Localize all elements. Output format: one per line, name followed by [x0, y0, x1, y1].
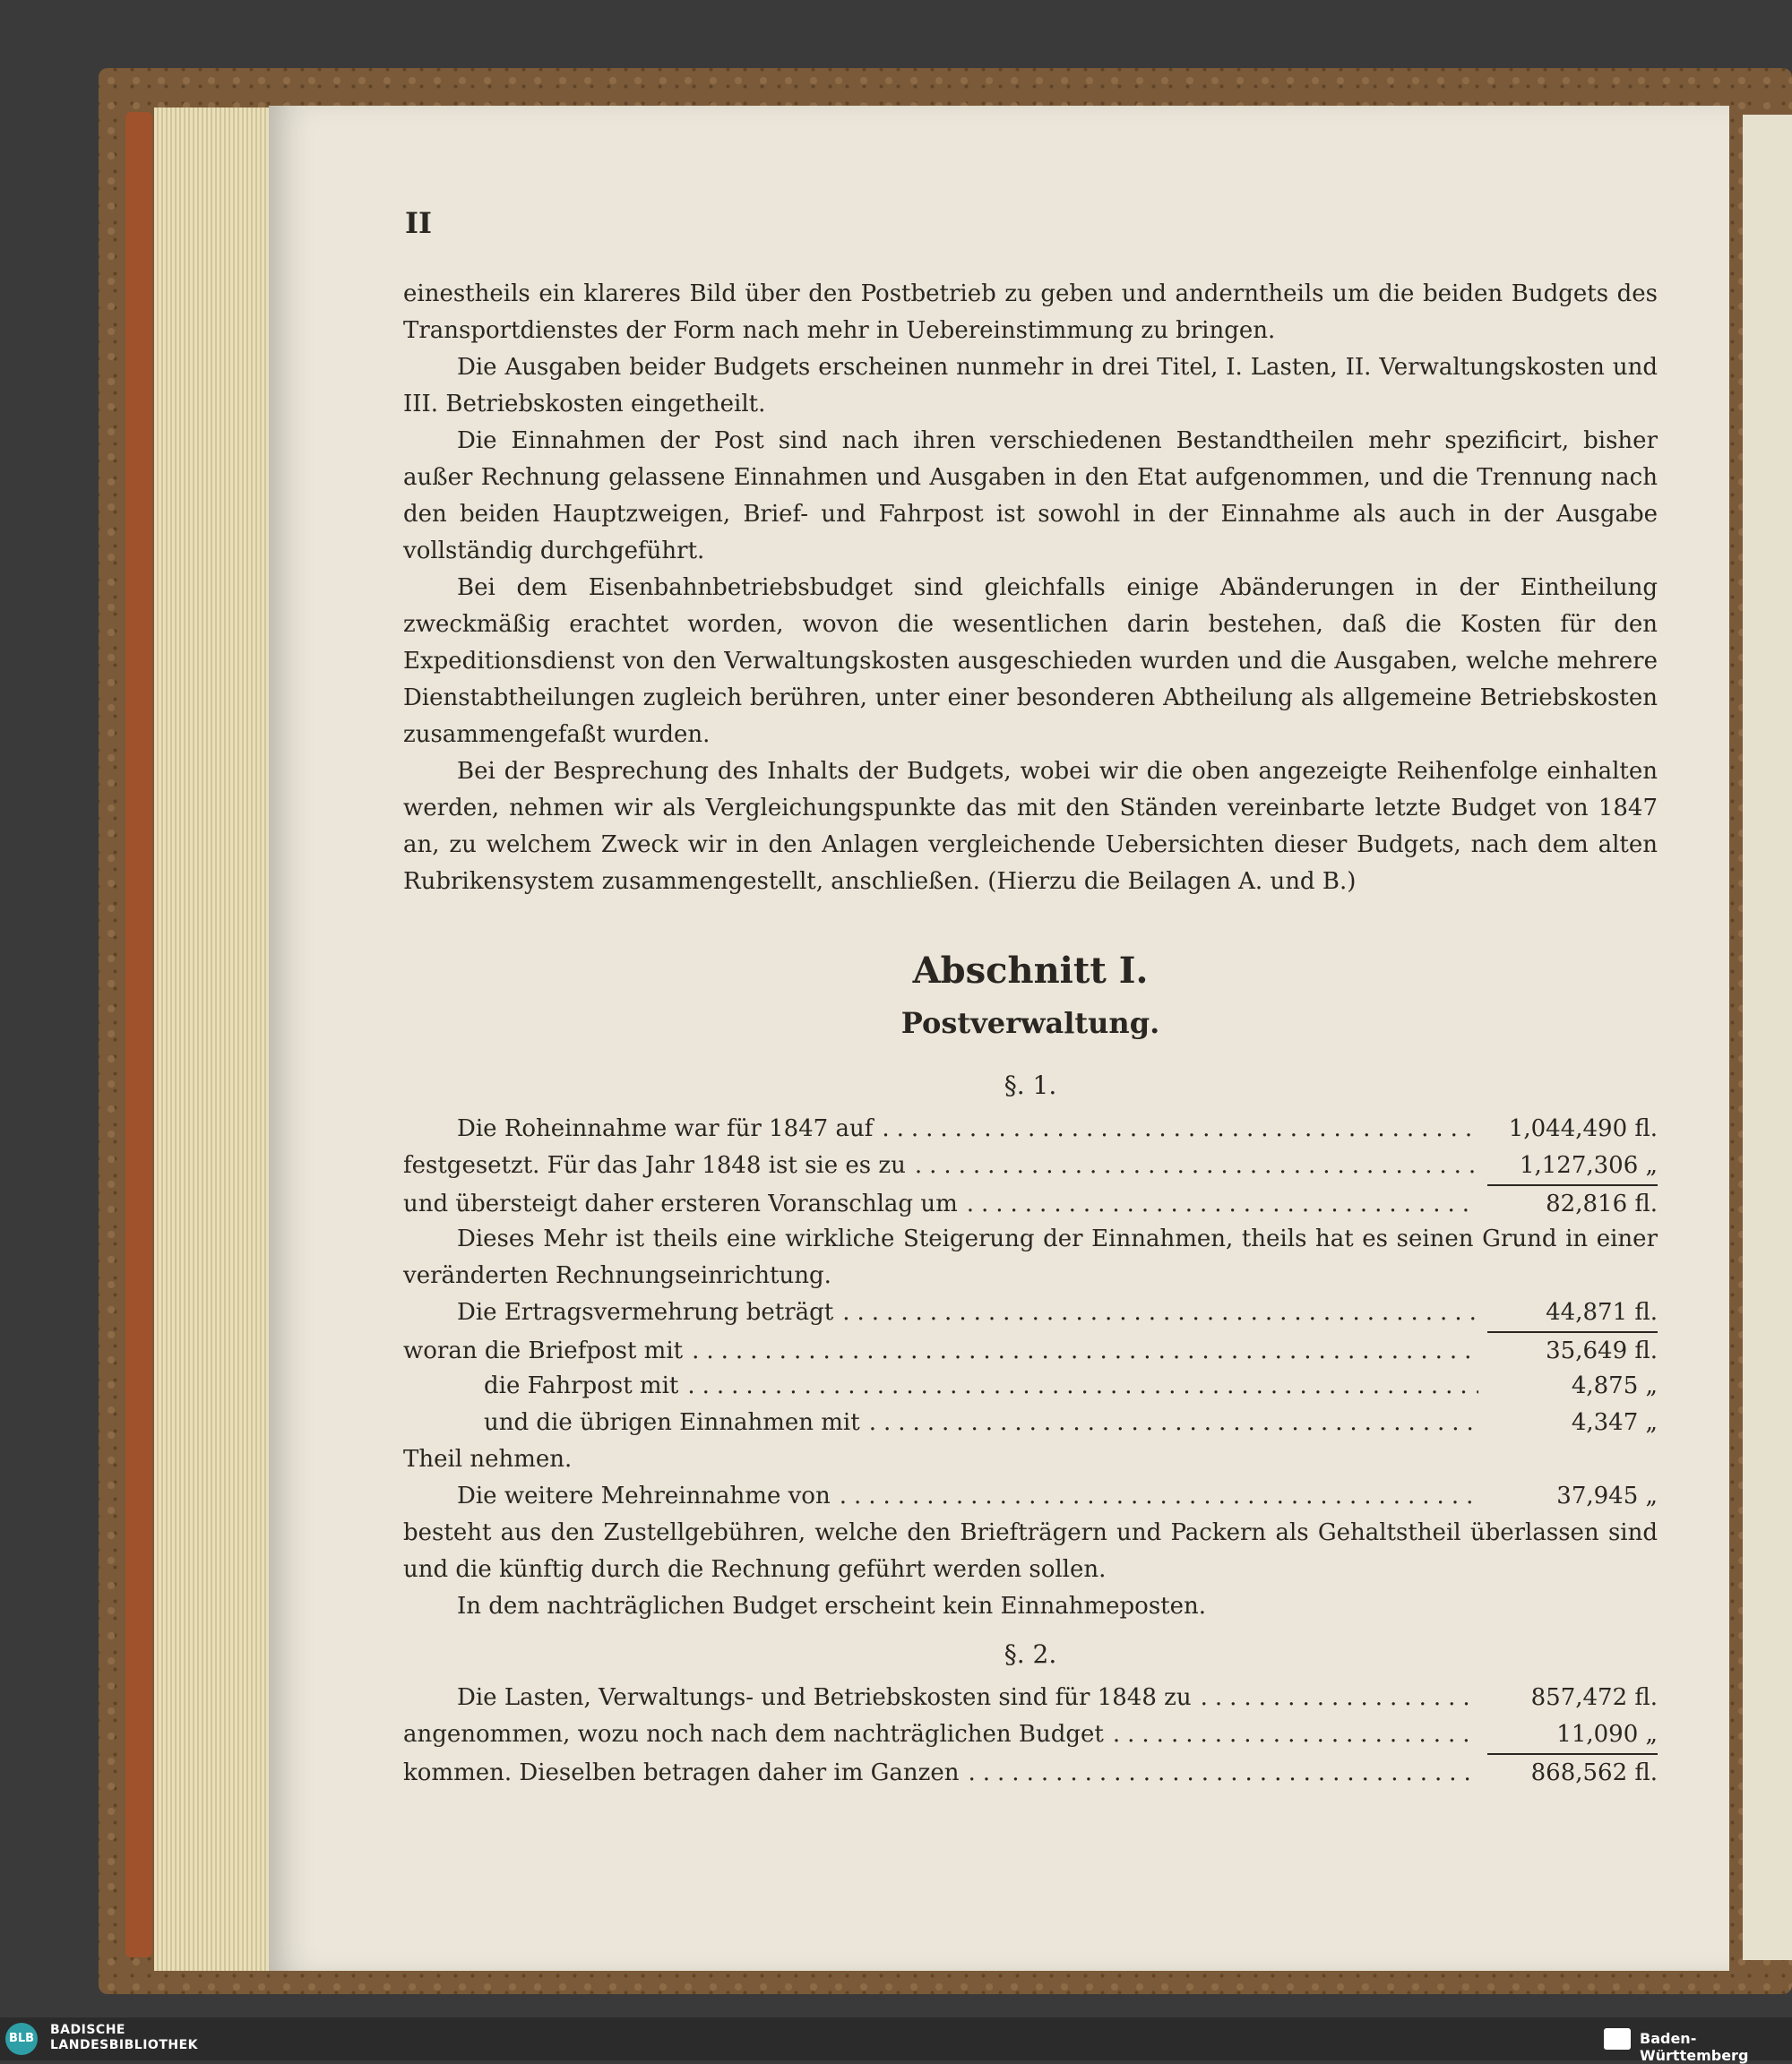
ledger-row	[403, 1478, 1658, 1515]
ledger-value: 4,347 „	[1571, 1409, 1658, 1436]
library-name-line1: BADISCHE	[50, 2023, 125, 2037]
page-text	[403, 276, 1658, 1790]
paragraph-mark-2: §. 2.	[1004, 1639, 1057, 1669]
book-page	[269, 106, 1729, 1971]
ledger-value: 857,472 fl.	[1530, 1684, 1658, 1711]
leader-dots	[915, 1148, 1478, 1184]
ledger-label: festgesetzt. Für das Jahr 1848 ist sie es zu	[403, 1152, 906, 1179]
text-line: Theil nehmen.	[403, 1446, 573, 1473]
paragraph: Die Ausgaben beider Budgets erscheinen nunmehr in drei Titel, I. Lasten, II. Verwaltungskosten und III. Betriebskosten eingetheilt.	[403, 354, 1658, 417]
ledger-row-total	[403, 1184, 1658, 1221]
paragraph: Dieses Mehr ist theils eine wirkliche Steigerung der Einnahmen, theils hat es seinen Grund in einer veränderten Rechnungseinrichtung.	[403, 1226, 1658, 1289]
facing-page-edge	[1743, 115, 1792, 1960]
ledger-value: 82,816 fl.	[1487, 1184, 1658, 1223]
viewer-footer	[0, 2017, 1792, 2064]
paragraph: In dem nachträglichen Budget erscheint kein Einnahmeposten.	[457, 1593, 1207, 1620]
ledger-row	[403, 1294, 1658, 1331]
leader-dots	[969, 1755, 1478, 1792]
leader-dots	[842, 1294, 1478, 1331]
leader-dots	[869, 1405, 1478, 1441]
ledger-row	[403, 1148, 1658, 1184]
ledger-value: 35,649 fl.	[1487, 1331, 1658, 1370]
ledger-row	[403, 1368, 1658, 1405]
ledger-row	[403, 1331, 1658, 1368]
paragraph: Bei der Besprechung des Inhalts der Budgets, wobei wir die oben angezeigte Reihenfolge einhalten werden, nehmen wir als Vergleichungspunkte das mit den Ständen vereinbarte letzte Budget von 1847 an, zu welchem Zweck wir in den Anlagen vergleichende Uebersichten dieser Budgets, nach dem alten Rubrikensystem zusammengestellt, anschließen. (Hierzu die Beilagen A. und B.)	[403, 758, 1658, 895]
ledger-value: 11,090 „	[1556, 1721, 1658, 1748]
ledger-label: Die weitere Mehreinnahme von	[457, 1483, 831, 1509]
ledger-label: kommen. Dieselben betragen daher im Ganzen	[403, 1759, 960, 1786]
ledger-row-total	[403, 1753, 1658, 1790]
ledger-label: angenommen, wozu noch nach dem nachträglichen Budget	[403, 1721, 1104, 1748]
leader-dots	[687, 1368, 1478, 1405]
paragraph: Die Einnahmen der Post sind nach ihren verschiedenen Bestandtheilen mehr spezificirt, bisher außer Rechnung gelassene Einnahmen und Ausgaben in den Etat aufgenommen, und die Trennung nach den beiden Hauptzweigen, Brief- und Fahrpost ist sowohl in der Einnahme als auch in der Ausgabe vollständig durchgeführt.	[403, 427, 1658, 564]
section-heading: Abschnitt I.	[912, 950, 1149, 992]
paragraph-mark-1: §. 1.	[1004, 1071, 1057, 1100]
page-number: II	[405, 206, 432, 240]
ledger-label: und übersteigt daher ersteren Voranschlag um	[403, 1191, 958, 1217]
book-spine-edge	[125, 112, 152, 1957]
paragraph: Bei dem Eisenbahnbetriebsbudget sind gleichfalls einige Abänderungen in der Eintheilung zweckmäßig erachtet worden, wovon die wesentlichen darin bestehen, daß die Kosten für den Expeditionsdienst von den Verwaltungskosten ausgeschieden wurden und die Ausgaben, welche mehrere Dienstabtheilungen zugleich berühren, unter einer besonderen Abtheilung als allgemeine Betriebskosten zusammengefaßt wurden.	[403, 574, 1658, 748]
ledger-value: 1,044,490 fl.	[1508, 1115, 1658, 1142]
ledger-row	[403, 1111, 1658, 1148]
blb-logo-icon[interactable]: BLB	[5, 2023, 38, 2055]
ledger-row	[403, 1680, 1658, 1716]
section-title: Postverwaltung.	[900, 1006, 1160, 1040]
ledger-label: und die übrigen Einnahmen mit	[484, 1409, 860, 1436]
leader-dots	[882, 1111, 1478, 1148]
library-name-line2: LANDESBIBLIOTHEK	[50, 2038, 199, 2052]
leader-dots	[1113, 1716, 1478, 1753]
leader-dots	[692, 1333, 1478, 1370]
ledger-value: 868,562 fl.	[1487, 1753, 1658, 1792]
leader-dots	[967, 1186, 1478, 1223]
paragraph: besteht aus den Zustellgebühren, welche den Briefträgern und Packern als Gehaltstheil überlassen sind und die künftig durch die Rechnung geführt werden sollen.	[403, 1519, 1658, 1583]
ledger-value: 37,945 „	[1556, 1483, 1658, 1509]
ledger-label: die Fahrpost mit	[484, 1372, 679, 1399]
ledger-label: woran die Briefpost mit	[403, 1337, 684, 1364]
ledger-label: Die Roheinnahme war für 1847 auf	[457, 1115, 874, 1142]
leader-dots	[840, 1478, 1478, 1515]
paragraph: einestheils ein klareres Bild über den Postbetrieb zu geben und anderntheils um die beiden Budgets des Transportdienstes der Form nach mehr in Uebereinstimmung zu bringen.	[403, 280, 1658, 344]
ledger-value: 44,871 fl.	[1546, 1299, 1658, 1326]
ledger-label: Die Ertragsvermehrung beträgt	[457, 1299, 834, 1326]
ledger-label: Die Lasten, Verwaltungs- und Betriebskosten sind für 1848 zu	[457, 1684, 1192, 1711]
library-name[interactable]	[50, 2023, 198, 2053]
ledger-row	[403, 1405, 1658, 1441]
leader-dots	[1201, 1680, 1478, 1716]
ledger-value: 4,875 „	[1571, 1372, 1658, 1399]
ledger-row	[403, 1716, 1658, 1753]
ledger-value: 1,127,306 „	[1519, 1152, 1658, 1179]
state-name[interactable]: Baden-Württemberg	[1640, 2030, 1749, 2064]
baden-wuerttemberg-crest-icon[interactable]	[1604, 2028, 1631, 2050]
